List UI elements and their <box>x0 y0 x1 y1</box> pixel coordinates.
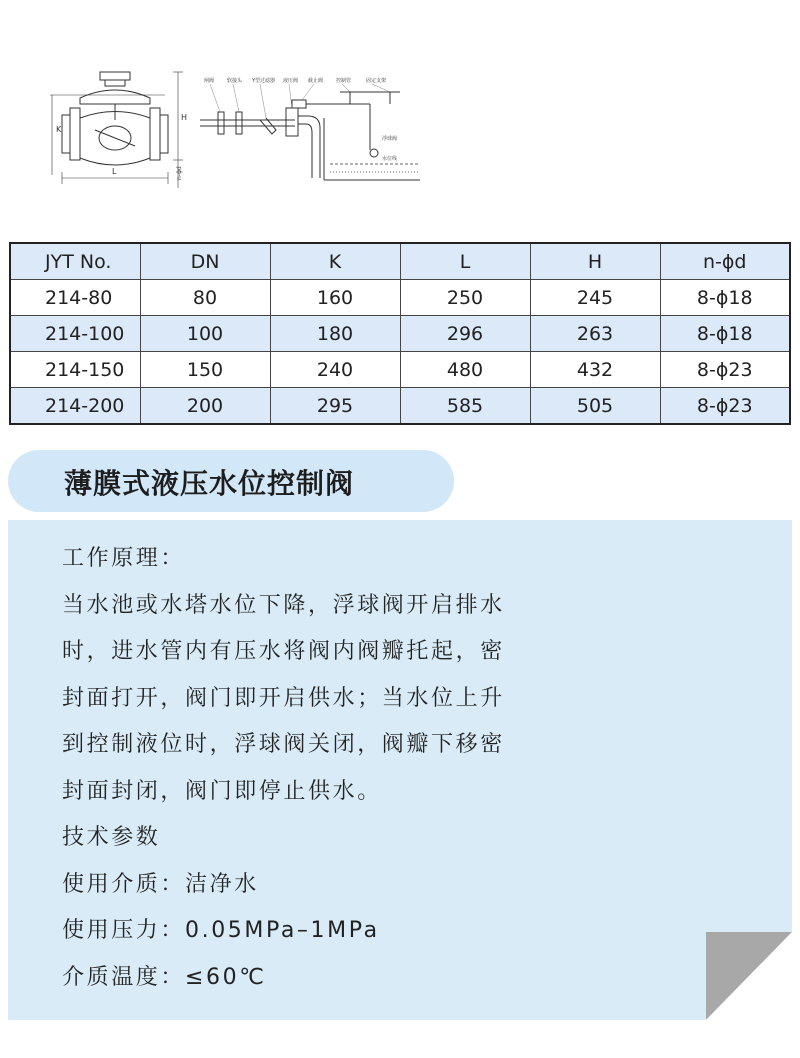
tech-param-pressure: 使用压力：0.05MPa–1MPa <box>62 918 380 943</box>
principle-line: 当水池或水塔水位下降，浮球阀开启排水 <box>62 592 505 618</box>
tech-param-temperature: 介质温度：≤60℃ <box>62 964 267 990</box>
callout-3: Y型过滤器 <box>252 78 276 84</box>
table-cell: 8-ϕ23 <box>660 352 790 388</box>
table-cell: 296 <box>400 316 530 352</box>
description-text <box>62 540 622 1005</box>
table-row <box>10 280 790 316</box>
table-cell: 100 <box>140 316 270 352</box>
table-row <box>10 316 790 352</box>
col-header-h: H <box>530 243 660 280</box>
callout-7: 固定支架 <box>366 78 387 84</box>
dim-label-h: H <box>181 113 188 122</box>
col-header-k: K <box>270 243 400 280</box>
table-cell: 240 <box>270 352 400 388</box>
principle-line: 时，进水管内有压水将阀内阀瓣托起，密 <box>62 639 505 664</box>
table-cell: 250 <box>400 280 530 316</box>
col-header-nd: n-ϕd <box>660 243 790 280</box>
table-cell: 214-80 <box>10 280 140 316</box>
principle-line: 封面封闭，阀门即停止供水。 <box>62 778 382 804</box>
valve-outline-drawing <box>50 72 183 188</box>
table-cell: 8-ϕ23 <box>660 388 790 425</box>
dim-label-nd: n-ϕd <box>176 166 183 180</box>
table-row <box>10 352 790 388</box>
callout-1: 闸阀 <box>204 78 215 84</box>
dim-label-l: L <box>112 167 117 176</box>
table-cell: 214-100 <box>10 316 140 352</box>
callout-4: 液压阀 <box>283 78 299 84</box>
table-cell: 585 <box>400 388 530 425</box>
principle-line: 封面打开，阀门即开启供水；当水位上升 <box>62 685 505 711</box>
table-cell: 8-ϕ18 <box>660 280 790 316</box>
col-header-model: JYT No. <box>10 243 140 280</box>
table-cell: 263 <box>530 316 660 352</box>
table-cell: 505 <box>530 388 660 425</box>
principle-line: 到控制液位时，浮球阀关闭，阀瓣下移密 <box>62 732 505 757</box>
table-cell: 160 <box>270 280 400 316</box>
table-cell: 8-ϕ18 <box>660 316 790 352</box>
table-row <box>10 388 790 425</box>
callout-5: 截止阀 <box>308 78 324 84</box>
table-cell: 480 <box>400 352 530 388</box>
callout-9: 水位线 <box>382 156 398 162</box>
table-cell: 214-150 <box>10 352 140 388</box>
table-cell: 245 <box>530 280 660 316</box>
table-cell: 214-200 <box>10 388 140 425</box>
table-cell: 150 <box>140 352 270 388</box>
title-banner <box>8 450 454 512</box>
dim-label-k: K <box>56 125 62 134</box>
table-cell: 200 <box>140 388 270 425</box>
principle-heading: 工作原理： <box>62 546 186 571</box>
col-header-l: L <box>400 243 530 280</box>
callout-2: 软接头 <box>227 78 243 84</box>
tech-param-medium: 使用介质：洁净水 <box>62 871 259 897</box>
table-cell: 80 <box>140 280 270 316</box>
callout-6: 控制管 <box>336 78 352 84</box>
col-header-dn: DN <box>140 243 270 280</box>
spec-table <box>9 242 791 425</box>
callout-8: 浮球阀 <box>382 136 398 142</box>
tech-params-heading: 技术参数 <box>62 825 161 850</box>
table-cell: 295 <box>270 388 400 425</box>
technical-drawings <box>40 60 460 210</box>
table-cell: 180 <box>270 316 400 352</box>
table-header-row <box>10 243 790 280</box>
product-title: 薄膜式液压水位控制阀 <box>64 467 355 500</box>
page-curl-corner <box>706 932 792 1020</box>
table-cell: 432 <box>530 352 660 388</box>
